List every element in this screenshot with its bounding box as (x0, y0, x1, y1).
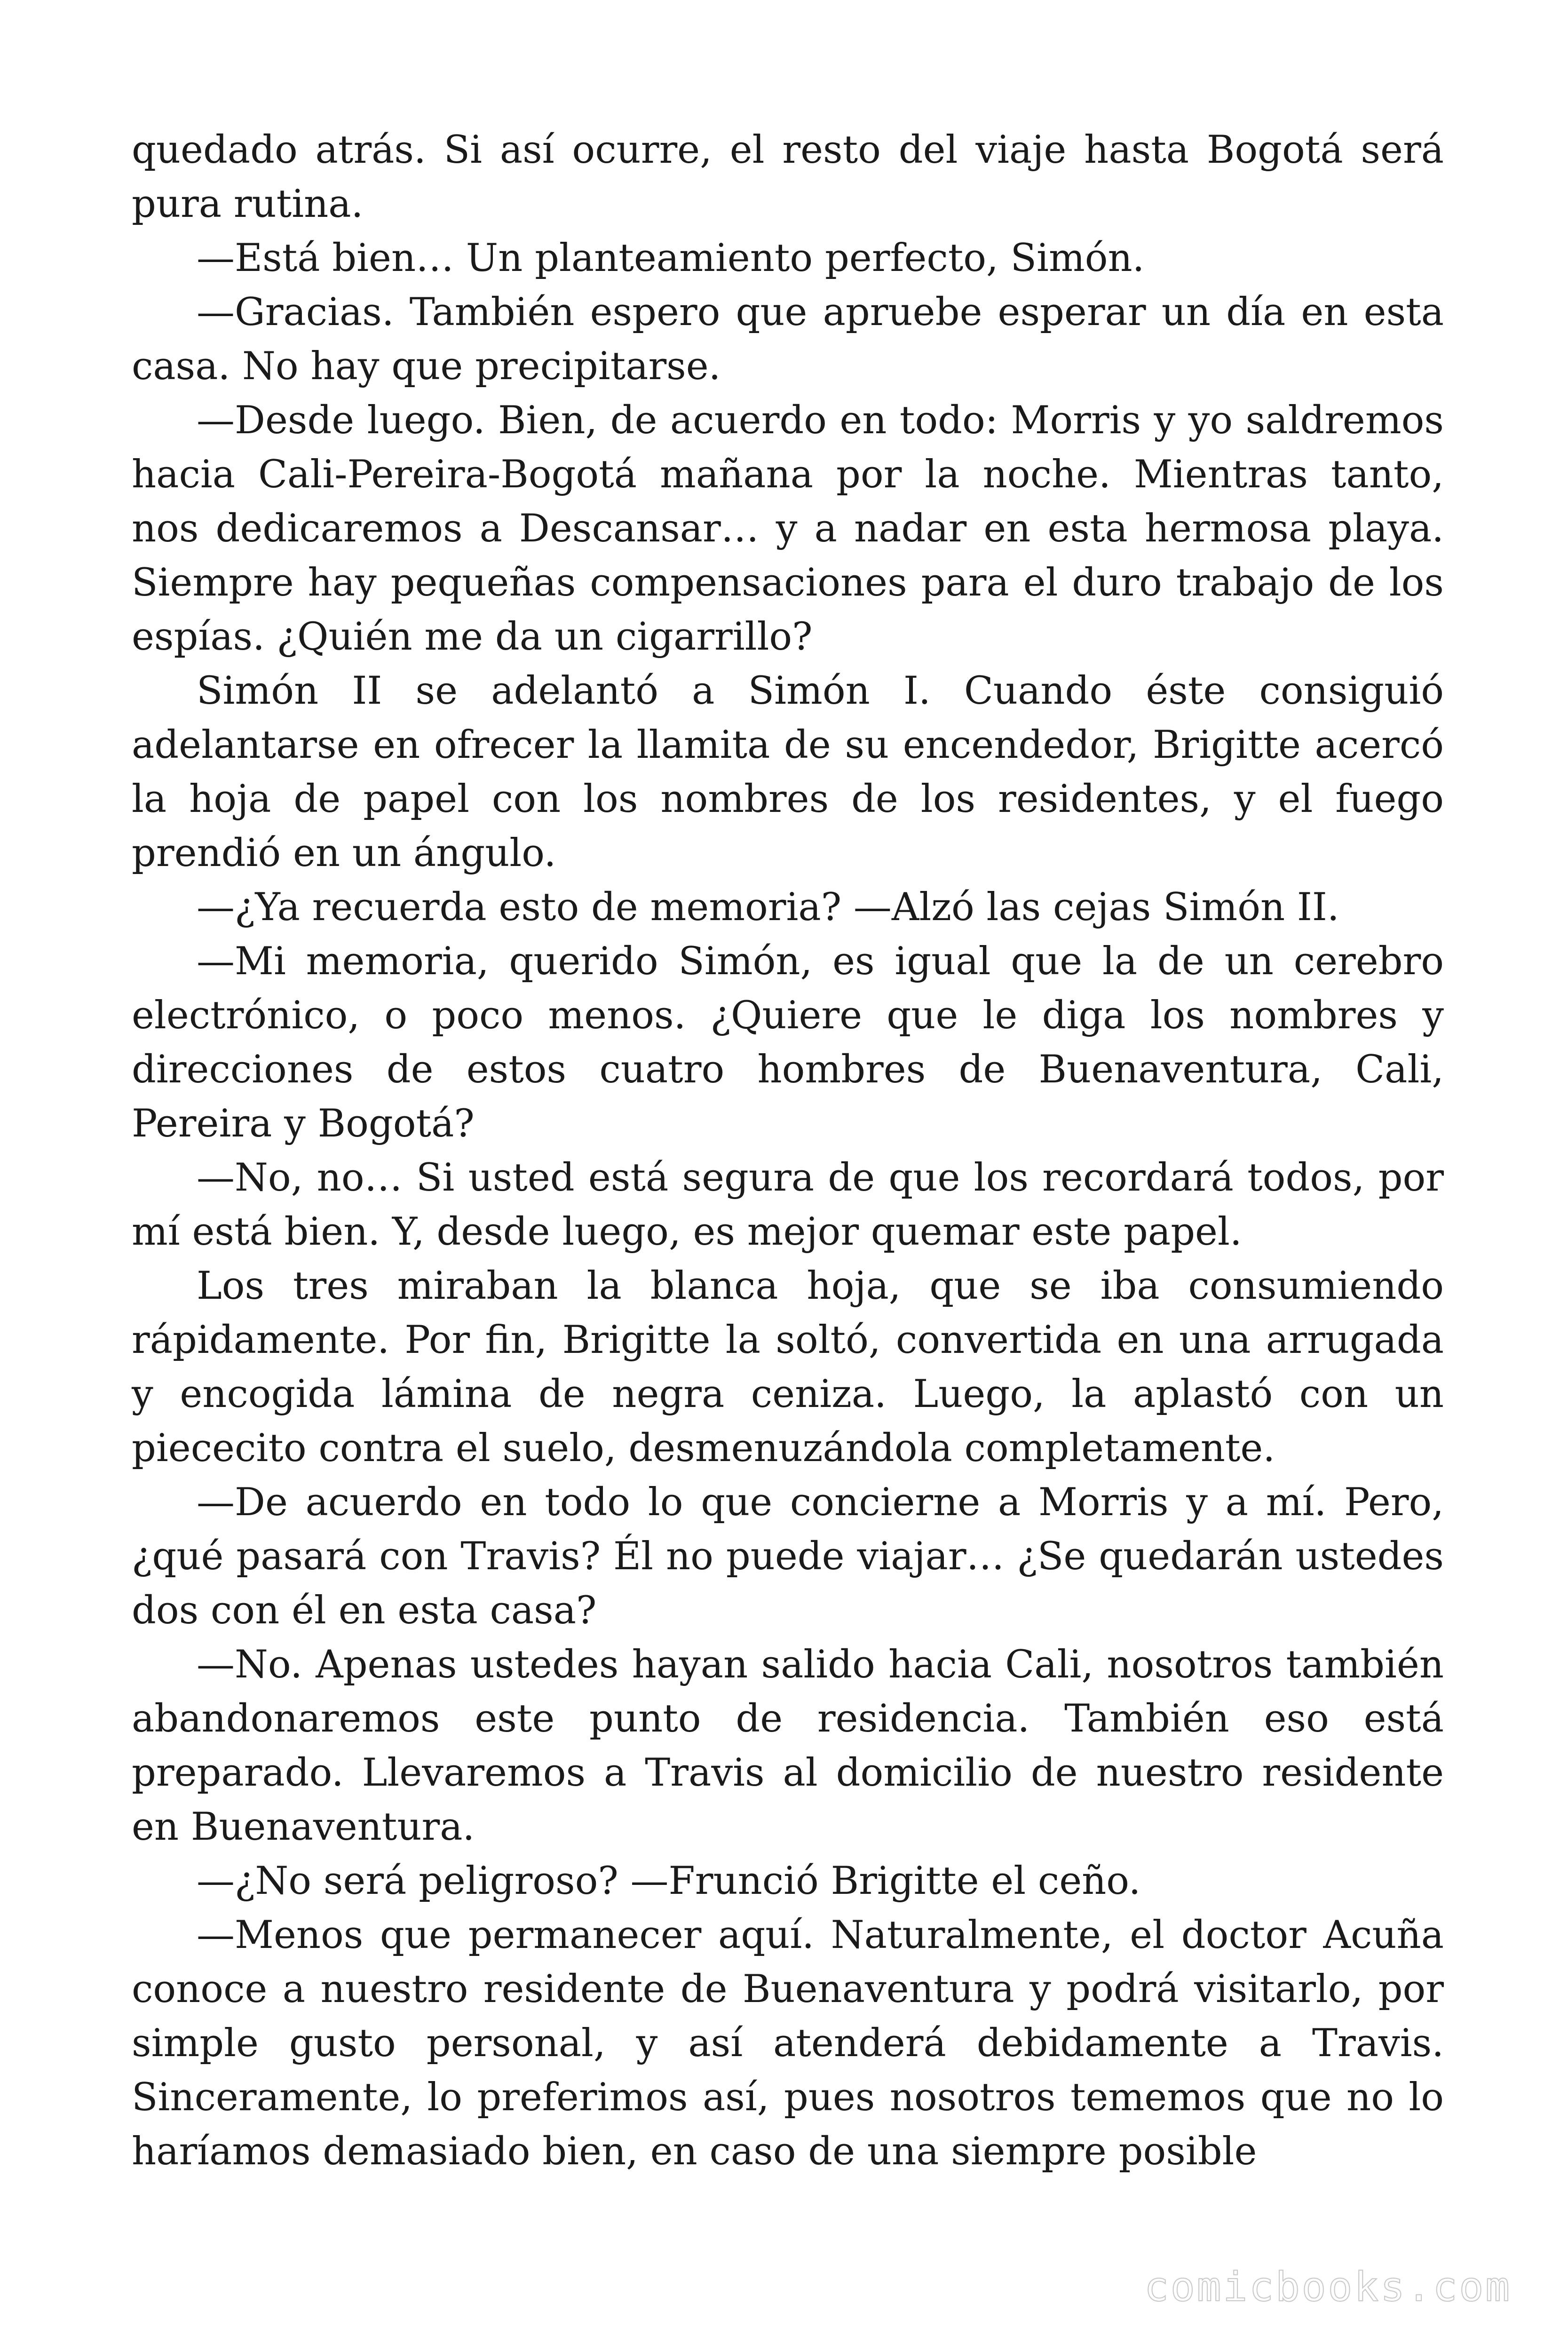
watermark: comicbooks.com (1144, 2264, 1512, 2311)
paragraph-8: —No, no… Si usted está segura de que los recordará todos, por mí está bien. Y, desde luego, es mejor quemar este papel. (132, 1156, 1444, 1254)
paragraph-10: —De acuerdo en todo lo que concierne a Morris y a mí. Pero, ¿qué pasará con Travis? Él no puede viajar… ¿Se quedarán ustedes dos con él en esta casa? (132, 1480, 1444, 1633)
paragraph-7: —Mi memoria, querido Simón, es igual que la de un cerebro electrónico, o poco menos. ¿Quiere que le diga los nombres y direcciones de estos cuatro hombres de Buenaventura, Cali, Pereira y Bogotá? (132, 939, 1444, 1146)
paragraph-6: —¿Ya recuerda esto de memoria? —Alzó las cejas Simón II. (197, 885, 1339, 930)
paragraph-5: Simón II se adelantó a Simón I. Cuando éste consiguió adelantarse en ofrecer la llamita de su encendedor, Brigitte acercó la hoja de papel con los nombres de los residentes, y el fuego prendió en un ángulo. (132, 669, 1444, 875)
paragraph-4: —Desde luego. Bien, de acuerdo en todo: Morris y yo saldremos hacia Cali-Pereira-Bogotá mañana por la noche. Mientras tanto, nos dedicaremos a Descansar… y a nadar en esta hermosa playa. Siempre hay pequeñas compensaciones para el duro trabajo de los espías. ¿Quién me da un cigarrillo? (132, 398, 1444, 659)
paragraph-11: —No. Apenas ustedes hayan salido hacia Cali, nosotros también abandonaremos este punto de residencia. También eso está preparado. Llevaremos a Travis al domicilio de nuestro residente en Buenaventura. (132, 1643, 1444, 1849)
paragraph-9: Los tres miraban la blanca hoja, que se iba consumiendo rápidamente. Por fin, Brigitte la soltó, convertida en una arrugada y encogida lámina de negra ceniza. Luego, la aplastó con un piececito contra el suelo, desmenuzándola completamente. (132, 1264, 1444, 1470)
paragraph-1: quedado atrás. Si así ocurre, el resto del viaje hasta Bogotá será pura rutina. (132, 128, 1444, 226)
paragraph-12: —¿No será peligroso? —Frunció Brigitte el ceño. (197, 1859, 1141, 1903)
page-body (132, 123, 1444, 2179)
paragraph-2: —Está bien… Un planteamiento perfecto, Simón. (197, 236, 1145, 280)
paragraph-13: —Menos que permanecer aquí. Naturalmente, el doctor Acuña conoce a nuestro residente de Buenaventura y podrá visitarlo, por simple gusto personal, y así atenderá debidamente a Travis. Sinceramente, lo preferimos así, pues nosotros tememos que no lo haríamos demasiado bien, en caso de una siempre posible (132, 1913, 1444, 2174)
paragraph-3: —Gracias. También espero que apruebe esperar un día en esta casa. No hay que precipitarse. (132, 290, 1444, 389)
